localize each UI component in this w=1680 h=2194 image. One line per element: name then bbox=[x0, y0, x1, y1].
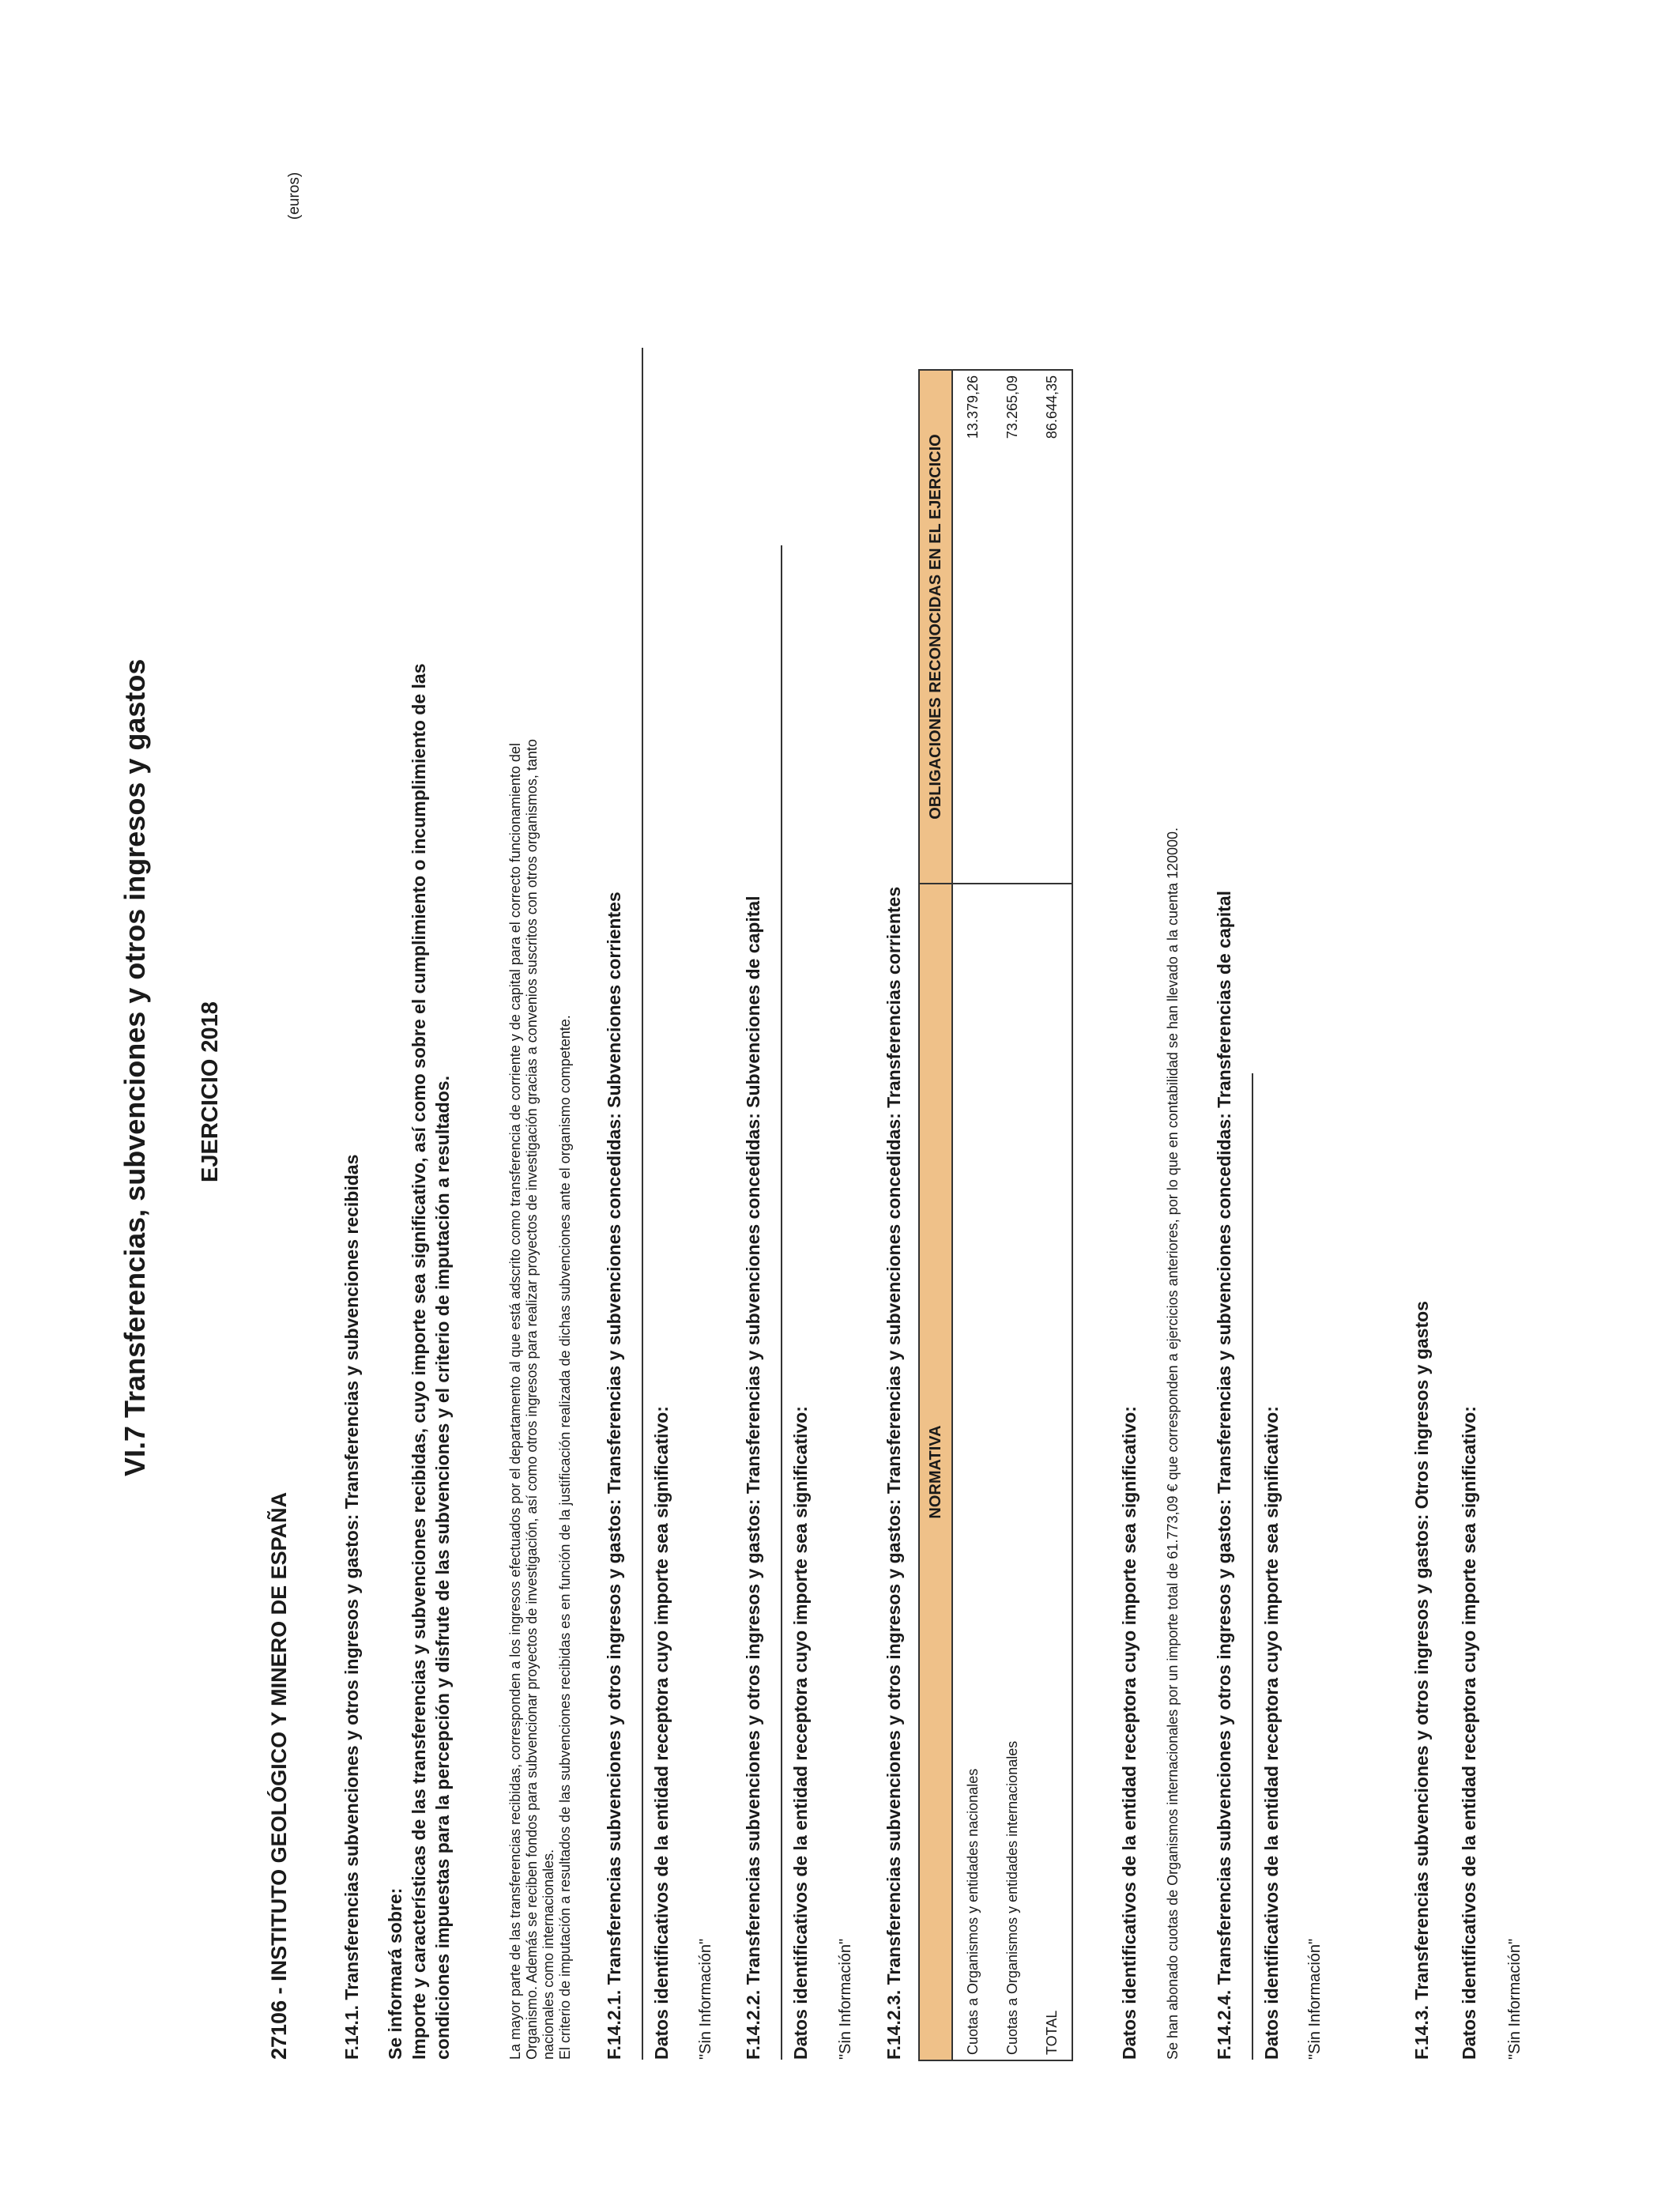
section-rule bbox=[781, 545, 782, 2060]
datos-label: Datos identificativos de la entidad receptora cuyo importe sea significativo: bbox=[651, 1406, 672, 2060]
column-header-normativa: NORMATIVA bbox=[919, 884, 952, 2060]
datos-label: Datos identificativos de la entidad receptora cuyo importe sea significativo: bbox=[790, 1406, 811, 2060]
sin-info-text: "Sin Información" bbox=[837, 1938, 854, 2060]
section-rule bbox=[642, 348, 643, 2060]
cell-importe: 86.644,35 bbox=[1032, 370, 1072, 884]
body-line-2: Organismo. Además se reciben fondos para subvencionar proyectos de investigación, así como otros ingresos para realizar proyectos de investigación gracias a convenios suscritos con otros organismos, tanto bbox=[524, 739, 540, 2060]
section-f1422-heading: F.14.2.2. Transferencias subvenciones y otros ingresos y gastos: Transferencias y subvenciones concedidas: Subvenciones de capital bbox=[743, 895, 763, 2060]
units-label: (euros) bbox=[286, 172, 303, 220]
section-f1424-heading: F.14.2.4. Transferencias subvenciones y otros ingresos y gastos: Transferencias y subvenciones concedidas: Transferencias de capital bbox=[1214, 890, 1234, 2060]
nota-text: Se han abonado cuotas de Organismos internacionales por un importe total de 61.773,09 € que corresponden a ejercicios anteriores, por lo que en contabilidad se han llevado a la cuenta 120000. bbox=[1165, 827, 1181, 2060]
intro-line-3: condiciones impuestas para la percepción y disfrute de las subvenciones y el criterio de imputación a resultados. bbox=[432, 1076, 453, 2060]
section-rule bbox=[1252, 1073, 1253, 2060]
page-title: VI.7 Transferencias, subvenciones y otros ingresos y gastos bbox=[119, 658, 151, 1476]
section-f1423-heading: F.14.2.3. Transferencias subvenciones y otros ingresos y gastos: Transferencias y subvenciones concedidas: Transferencias corrientes bbox=[883, 886, 904, 2060]
sin-info-text: "Sin Información" bbox=[1506, 1938, 1524, 2060]
cell-importe: 13.379,26 bbox=[952, 370, 993, 884]
cell-normativa: Cuotas a Organismos y entidades internacionales bbox=[993, 884, 1032, 2060]
section-f143-heading: F.14.3. Transferencias subvenciones y otros ingresos y gastos: Otros ingresos y gastos bbox=[1411, 1301, 1432, 2060]
section-f1421-heading: F.14.2.1. Transferencias subvenciones y otros ingresos y gastos: Transferencias y subvenciones concedidas: Subvenciones corrientes bbox=[604, 892, 624, 2060]
datos-label: Datos identificativos de la entidad receptora cuyo importe sea significativo: bbox=[1261, 1406, 1282, 2060]
body-line-1: La mayor parte de las transferencias recibidas, corresponden a los ingresos efectuados por el departamento al que está adscrito como transferencia de corriente y de capital para el correcto funcionamiento del bbox=[507, 743, 523, 2060]
intro-line-2: Importe y características de las transferencias y subvenciones recibidas, cuyo importe sea significativo, así como sobre el cumplimiento o incumplimiento de las bbox=[409, 663, 429, 2060]
body-line-3: nacionales como internacionales. bbox=[541, 1849, 556, 2060]
sin-info-text: "Sin Información" bbox=[697, 1938, 714, 2060]
intro-line-1: Se informará sobre: bbox=[385, 1887, 405, 2060]
cell-normativa: Cuotas a Organismos y entidades nacionales bbox=[952, 884, 993, 2060]
table-row bbox=[952, 370, 993, 2060]
ejercicio-label: EJERCICIO 2018 bbox=[198, 1001, 223, 1182]
datos-label: Datos identificativos de la entidad receptora cuyo importe sea significativo: bbox=[1459, 1406, 1479, 2060]
sin-info-text: "Sin Información" bbox=[1306, 1938, 1324, 2060]
datos-label: Datos identificativos de la entidad receptora cuyo importe sea significativo: bbox=[1119, 1406, 1139, 2060]
organismo-title: 27106 - INSTITUTO GEOLÓGICO Y MINERO DE ESPAÑA bbox=[267, 1491, 291, 2060]
column-header-obligaciones: OBLIGACIONES RECONOCIDAS EN EL EJERCICIO bbox=[919, 370, 952, 884]
transferencias-table bbox=[918, 369, 1073, 2061]
body-line-4: El criterio de imputación a resultados de las subvenciones recibidas es en función de la justificación realizada de dichas subvenciones ante el organismo competente. bbox=[557, 1015, 573, 2060]
table-row-total bbox=[1032, 370, 1072, 2060]
cell-importe: 73.265,09 bbox=[993, 370, 1032, 884]
table-row bbox=[993, 370, 1032, 2060]
cell-normativa: TOTAL bbox=[1032, 884, 1072, 2060]
table-header-row bbox=[919, 370, 952, 2060]
section-f1411-heading: F.14.1. Transferencias subvenciones y otros ingresos y gastos: Transferencias y subvenciones recibidas bbox=[341, 1154, 362, 2060]
